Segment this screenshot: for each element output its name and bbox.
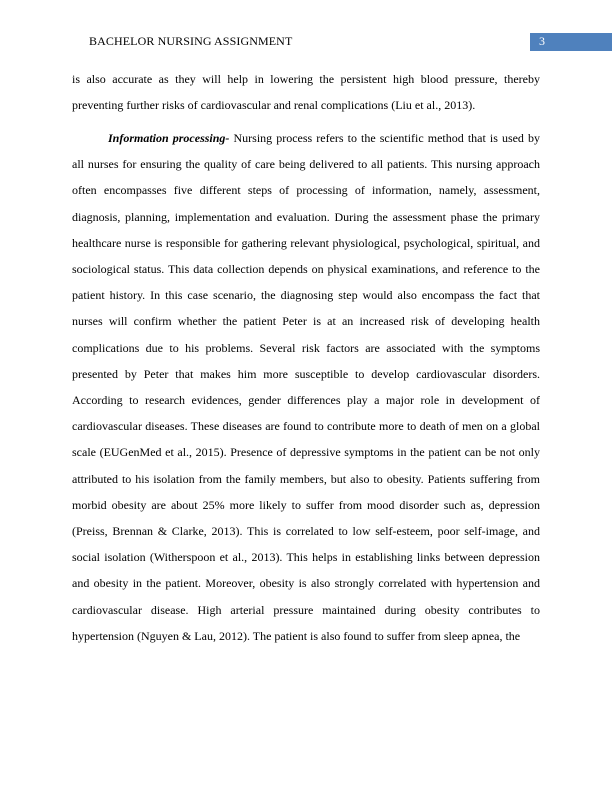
run-in-heading: Information processing- <box>108 131 230 145</box>
header-title: BACHELOR NURSING ASSIGNMENT <box>89 34 293 48</box>
page-number-badge <box>530 33 612 51</box>
body-paragraph-continued: is also accurate as they will help in lowering the persistent high blood pressure, thereby preventing further risks of cardiovascular and renal complications (Liu et al., 2013). <box>72 72 540 113</box>
page-header <box>0 33 612 51</box>
paragraph-text: Nursing process refers to the scientific method that is used by all nurses for ensuring the quality of care being delivered to all patients. This nursing approach often encompasses five different steps of processing of information, namely, assessment, diagnosis, planning, implementation and evaluation. During the assessment phase the primary healthcare nurse is responsible for gathering relevant physiological, psychological, spiritual, and sociological status. This data collection depends on physical examinations, and reference to the patient history. In this case scenario, the diagnosing step would also encompass the fact that nurses will confirm whether the patient Peter is at an increased risk of developing health complications due to his problems. Several risk factors are associated with the symptoms presented by Peter that makes him more susceptible to develop cardiovascular disorders. According to research evidences, gender differences play a major role in development of cardiovascular diseases. These diseases are found to contribute more to death of men on a global scale (EUGenMed et al., 2015). Presence of depressive symptoms in the patient can be not only attributed to his isolation from the family members, but also to obesity. Patients suffering from morbid obesity are about 25% more likely to suffer from mood disorder such as, depression (Preiss, Brennan & Clarke, 2013). This is correlated to low self-esteem, poor self-image, and social isolation (Witherspoon et al., 2013). This helps in establishing links between depression and obesity in the patient. Moreover, obesity is also strongly correlated with hypertension and cardiovascular disease. High arterial pressure maintained during obesity contributes to hypertension (Nguyen & Lau, 2012). The patient is also found to suffer from sleep apnea, the <box>72 131 540 643</box>
page-number: 3 <box>539 34 545 48</box>
document-body <box>72 66 540 649</box>
body-paragraph-information-processing <box>72 125 540 649</box>
